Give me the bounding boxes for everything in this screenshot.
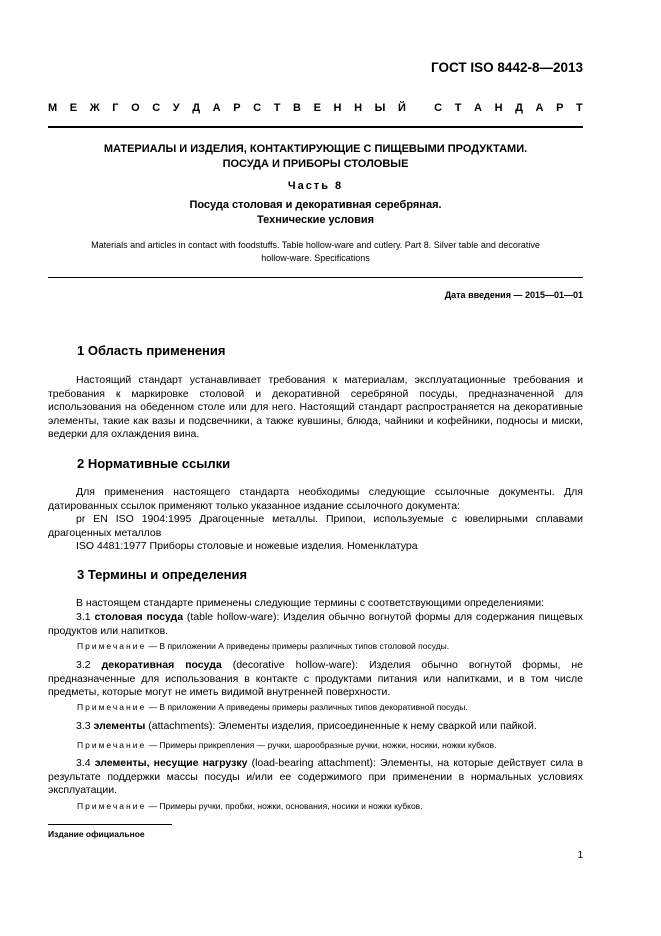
reference-1-text: pr EN ISO 1904:1995 Драгоценные металлы. Припои, используемые с ювелирными сплавами драгоценных металлов [48,513,583,539]
title-rule [48,277,583,278]
term-3-2-number: 3.2 [76,659,91,671]
interstate-letter: Г [112,102,119,114]
title-line-2: ПОСУДА И ПРИБОРЫ СТОЛОВЫЕ [222,158,409,170]
interstate-letter: Н [333,102,342,114]
section-1-body: Настоящий стандарт устанавливает требования к материалам, эксплуатационные требования и требования к маркировке столовой и декоративной серебряной посуды, предназначенной для использования на обеденном столе или для него. Настоящий стандарт распространяется на декоративные элементы, такие как вазы и подсвечники, а также кувшины, блюда, чайники и кофейники, подносы и миски, ведерки для охлаждения вина. [48,374,583,441]
interstate-letter: Р [233,102,241,114]
english-title [48,239,583,265]
interstate-standard-heading [48,102,583,114]
interstate-letter: Е [313,102,321,114]
english-title-line-1: Materials and articles in contact with foodstuffs. Table hollow-ware and cutlery. Part 8. Silver table and decorative [91,240,540,250]
term-3-1 [48,611,583,638]
interstate-letter: С [253,102,262,114]
term-3-3 [48,720,583,734]
interstate-letter: Д [192,102,201,114]
note-3-4 [77,801,583,811]
interstate-letter: А [212,102,221,114]
reference-2 [48,540,583,554]
interstate-letter: Р [556,102,564,114]
subtitle-line-1: Посуда столовая и декоративная серебряная. [189,199,442,211]
footer-rule [48,824,172,825]
term-3-2-definition: (decorative hollow-ware): Изделия обычно вогнутой формы, не предназначенные для использования в контакте с продуктами питания или напитками, и в том числе предметы, которые могут не иметь видимой внутренней поверхности. [48,659,583,699]
note-3-2-text: — В приложении А приведены примеры различных типов декоративной посуды. [146,702,468,712]
interstate-letter: С [434,102,443,114]
term-3-1-name: столовая посуда [94,611,184,623]
interstate-letter: Н [494,102,503,114]
document-title [48,142,583,172]
section-2-body: Для применения настоящего стандарта необходимы следующие ссылочные документы. Для датированных ссылок применяют только указанное издание ссылочного документа: [48,486,583,512]
note-label: Примечание [77,740,147,750]
official-edition-label: Издание официальное [48,829,145,839]
term-3-4-definition: (load-bearing attachment): Элементы, на которые действует сила в результате поддержки массы посуды и/или ее содержимого при применении в нормальных условиях эксплуатации. [48,757,583,797]
english-title-line-2: hollow-ware. Specifications [261,253,370,263]
effective-date: Дата введения — 2015—01—01 [444,290,583,300]
interstate-letter [418,102,421,114]
term-3-4-name: элементы, несущие нагрузку [94,757,248,769]
note-label: Примечание [77,641,147,651]
document-code: ГОСТ ISO 8442-8—2013 [431,60,583,75]
interstate-letter: С [152,102,161,114]
interstate-letter: Т [576,102,583,114]
interstate-letter: Т [454,102,462,114]
term-3-4 [48,757,583,798]
interstate-letter: У [172,102,180,114]
term-3-3-definition: (attachments): Элементы изделия, присоединенные к нему сваркой или пайкой. [145,720,537,732]
section-3-heading: 3 Термины и определения [77,567,248,582]
interstate-letter: Ы [374,102,386,114]
interstate-letter: Н [354,102,363,114]
term-3-4-number: 3.4 [76,757,91,769]
subtitle-line-2: Технические условия [256,214,375,226]
interstate-letter: М [48,102,58,114]
reference-2-text: ISO 4481:1977 Приборы столовые и ножевые изделия. Номенклатура [76,540,418,552]
interstate-letter: Т [273,102,281,114]
section-1-text [48,374,583,442]
term-3-1-number: 3.1 [76,611,91,623]
note-3-3 [77,740,583,750]
interstate-letter: Е [69,102,78,114]
note-3-1-text: — В приложении А приведены примеры различных типов столовой посуды. [146,641,450,651]
term-3-2-name: декоративная посуда [101,659,222,671]
note-3-1 [77,641,583,651]
document-subtitle [48,198,583,228]
term-3-3-name: элементы [93,720,146,732]
section-2-heading: 2 Нормативные ссылки [77,456,231,471]
interstate-letter: А [535,102,544,114]
term-3-1-definition: (table hollow-ware): Изделия обычно вогнутой формы для содержания пищевых продуктов или напитков. [48,611,583,637]
term-3-2 [48,659,583,700]
interstate-letter: Й [397,102,406,114]
title-line-1: МАТЕРИАЛЫ И ИЗДЕЛИЯ, КОНТАКТИРУЮЩИЕ С ПИЩЕВЫМИ ПРОДУКТАМИ. [103,143,528,155]
page-number: 1 [577,850,583,861]
note-3-2 [77,702,583,712]
part-number: Часть 8 [287,180,344,192]
header-rule [48,126,583,128]
reference-1 [48,513,583,540]
interstate-letter: О [131,102,140,114]
note-3-4-text: — Примеры ручки, пробки, ножки, основания, носики и ножки кубков. [146,801,423,811]
section-1-heading: 1 Область применения [77,343,226,358]
interstate-letter: Ж [89,102,100,114]
term-3-3-number: 3.3 [76,720,91,732]
section-3-intro [48,597,583,611]
section-3-intro-text: В настоящем стандарте применены следующие термины с соответствующими определениями: [76,597,545,609]
interstate-letter: Д [515,102,523,114]
note-label: Примечание [77,801,147,811]
interstate-letter: В [293,102,301,114]
note-label: Примечание [77,702,147,712]
section-2-text [48,486,583,513]
note-3-3-text: — Примеры прикрепления — ручки, шарообразные ручки, ножки, носики, ножки кубков. [146,740,497,750]
interstate-letter: А [474,102,482,114]
